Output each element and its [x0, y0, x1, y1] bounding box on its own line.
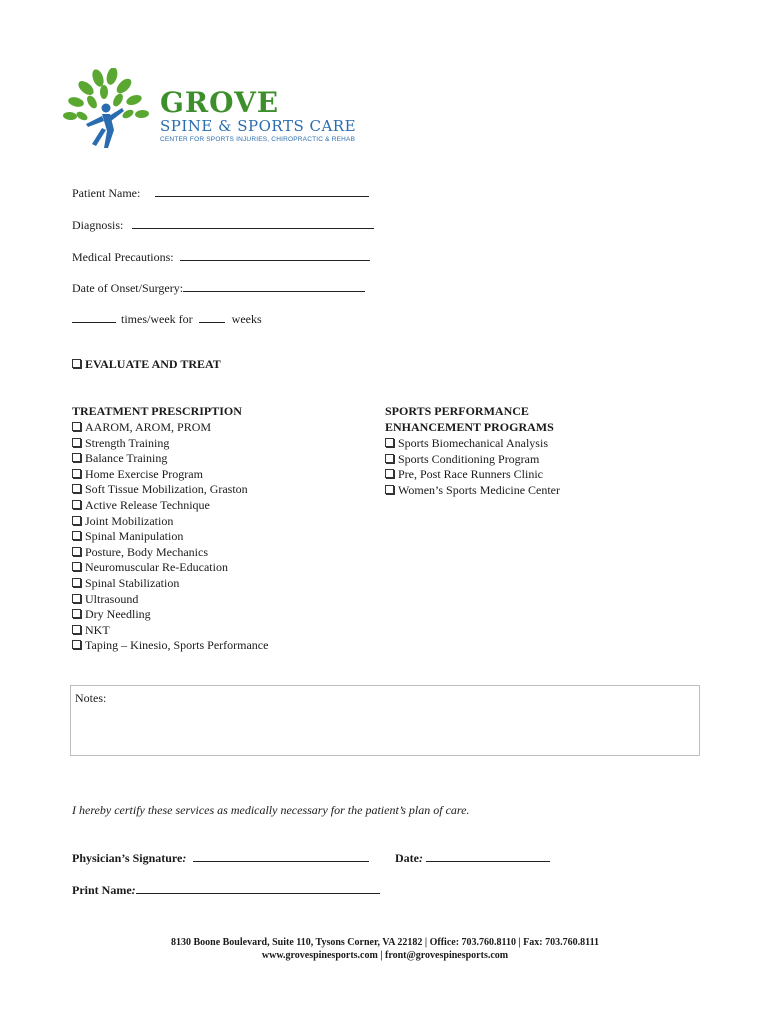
checkbox[interactable] [72, 578, 81, 587]
checkbox[interactable] [72, 516, 81, 525]
treatment-item[interactable] [72, 467, 268, 483]
checkbox[interactable] [72, 640, 81, 649]
treatment-heading: TREATMENT PRESCRIPTION [72, 404, 242, 418]
treatment-item[interactable] [72, 607, 268, 623]
treatment-item-label: Posture, Body Mechanics [85, 544, 208, 559]
treatment-item-label: Soft Tissue Mobilization, Graston [85, 482, 248, 497]
treatment-item[interactable] [72, 451, 268, 467]
checkbox[interactable] [72, 500, 81, 509]
notes-label: Notes: [75, 691, 107, 705]
footer-address: 8130 Boone Boulevard, Suite 110, Tysons Corner, VA 22182 | Office: 703.760.8110 | Fax: 703.760.8111 [170, 937, 600, 948]
print-name-input[interactable] [136, 882, 380, 894]
treatment-item[interactable] [72, 623, 268, 639]
logo-name: GROVE [160, 86, 280, 119]
sports-heading-line1: SPORTS PERFORMANCE [385, 404, 529, 418]
print-name-label: Print Name [72, 883, 132, 897]
physician-signature-input[interactable] [193, 850, 369, 862]
colon: : [182, 851, 187, 865]
times-per-week-input[interactable] [72, 311, 116, 323]
evaluate-label: EVALUATE AND TREAT [85, 357, 221, 371]
treatment-list [72, 420, 268, 654]
physician-signature-label: Physician’s Signature [72, 851, 183, 865]
treatment-item-label: Neuromuscular Re-Education [85, 560, 228, 575]
treatment-item-label: Taping – Kinesio, Sports Performance [85, 638, 269, 653]
checkbox[interactable] [385, 469, 394, 478]
treatment-item-label: NKT [85, 622, 110, 637]
checkbox[interactable] [385, 454, 394, 463]
sports-item-label: Sports Conditioning Program [398, 451, 540, 466]
tree-figure-icon [62, 68, 158, 152]
treatment-item[interactable] [72, 592, 268, 608]
treatment-item-label: Balance Training [85, 451, 168, 466]
checkbox[interactable] [72, 547, 81, 556]
sports-item-label: Sports Biomechanical Analysis [398, 436, 548, 450]
certification-statement: I hereby certify these services as medically necessary for the patient’s plan of care. [72, 803, 470, 817]
diagnosis-row [72, 217, 374, 232]
logo-tagline: CENTER FOR SPORTS INJURIES, CHIROPRACTIC & REHAB [160, 136, 356, 143]
checkbox[interactable] [72, 438, 81, 447]
treatment-section [72, 404, 268, 654]
sports-item[interactable] [385, 483, 560, 499]
sports-item[interactable] [385, 436, 560, 452]
times-week-label: times/week for [121, 312, 193, 326]
treatment-item-label: Strength Training [85, 435, 170, 450]
sports-heading-line2: ENHANCEMENT PROGRAMS [385, 420, 554, 434]
print-name-row [72, 882, 380, 898]
treatment-item[interactable] [72, 529, 268, 545]
checkbox[interactable] [72, 594, 81, 603]
treatment-item[interactable] [72, 482, 268, 498]
checkbox[interactable] [385, 485, 394, 494]
treatment-item-label: Home Exercise Program [85, 466, 203, 481]
date-label: Date [395, 851, 419, 865]
checkbox[interactable] [72, 609, 81, 618]
treatment-item-label: Spinal Manipulation [85, 529, 184, 544]
weeks-input[interactable] [199, 311, 225, 323]
checkbox[interactable] [72, 469, 81, 478]
treatment-item[interactable] [72, 638, 268, 654]
checkbox[interactable] [72, 562, 81, 571]
treatment-item-label: AAROM, AROM, PROM [85, 420, 212, 434]
date-of-onset-input[interactable] [183, 280, 365, 292]
checkbox[interactable] [72, 422, 81, 431]
sports-item[interactable] [385, 467, 560, 483]
treatment-item[interactable] [72, 498, 268, 514]
patient-name-label: Patient Name: [72, 186, 141, 200]
diagnosis-input[interactable] [132, 217, 374, 229]
sports-item-label: Pre, Post Race Runners Clinic [398, 467, 543, 482]
treatment-item[interactable] [72, 545, 268, 561]
treatment-item-label: Dry Needling [85, 607, 151, 622]
sports-item-label: Women’s Sports Medicine Center [398, 482, 561, 497]
patient-name-row [72, 185, 369, 200]
physician-signature-row [72, 850, 369, 866]
date-input[interactable] [426, 850, 550, 862]
treatment-item-label: Active Release Technique [85, 497, 210, 512]
treatment-item-label: Ultrasound [85, 591, 139, 606]
colon: : [131, 883, 136, 897]
colon: : [419, 851, 423, 865]
checkbox[interactable] [385, 438, 394, 447]
treatment-item[interactable] [72, 560, 268, 576]
medical-precautions-row [72, 249, 370, 264]
date-row [395, 850, 550, 866]
sports-item[interactable] [385, 452, 560, 468]
medical-precautions-input[interactable] [180, 249, 370, 261]
treatment-item-label: Joint Mobilization [85, 513, 174, 528]
date-of-onset-row [72, 280, 365, 295]
logo [62, 68, 372, 152]
checkbox[interactable] [72, 484, 81, 493]
checkbox[interactable] [72, 625, 81, 634]
frequency-row [72, 311, 262, 326]
treatment-item[interactable] [72, 576, 268, 592]
treatment-item[interactable] [72, 420, 268, 436]
footer-web: www.grovespinesports.com | front@grovespinesports.com [261, 950, 509, 961]
treatment-item[interactable] [72, 436, 268, 452]
medical-precautions-label: Medical Precautions: [72, 250, 174, 264]
logo-subtitle: SPINE & SPORTS CARE [160, 117, 357, 135]
checkbox[interactable] [72, 531, 81, 540]
weeks-label: weeks [231, 312, 262, 326]
diagnosis-label: Diagnosis: [72, 218, 124, 232]
sports-section [385, 404, 560, 498]
date-of-onset-label: Date of Onset/Surgery: [72, 281, 184, 295]
evaluate-and-treat-option[interactable] [72, 357, 221, 372]
treatment-item[interactable] [72, 514, 268, 530]
evaluate-checkbox[interactable] [72, 359, 81, 368]
patient-name-input[interactable] [155, 185, 369, 197]
treatment-item-label: Spinal Stabilization [85, 575, 180, 590]
sports-list [385, 436, 560, 498]
notes-box[interactable] [70, 685, 700, 756]
checkbox[interactable] [72, 453, 81, 462]
